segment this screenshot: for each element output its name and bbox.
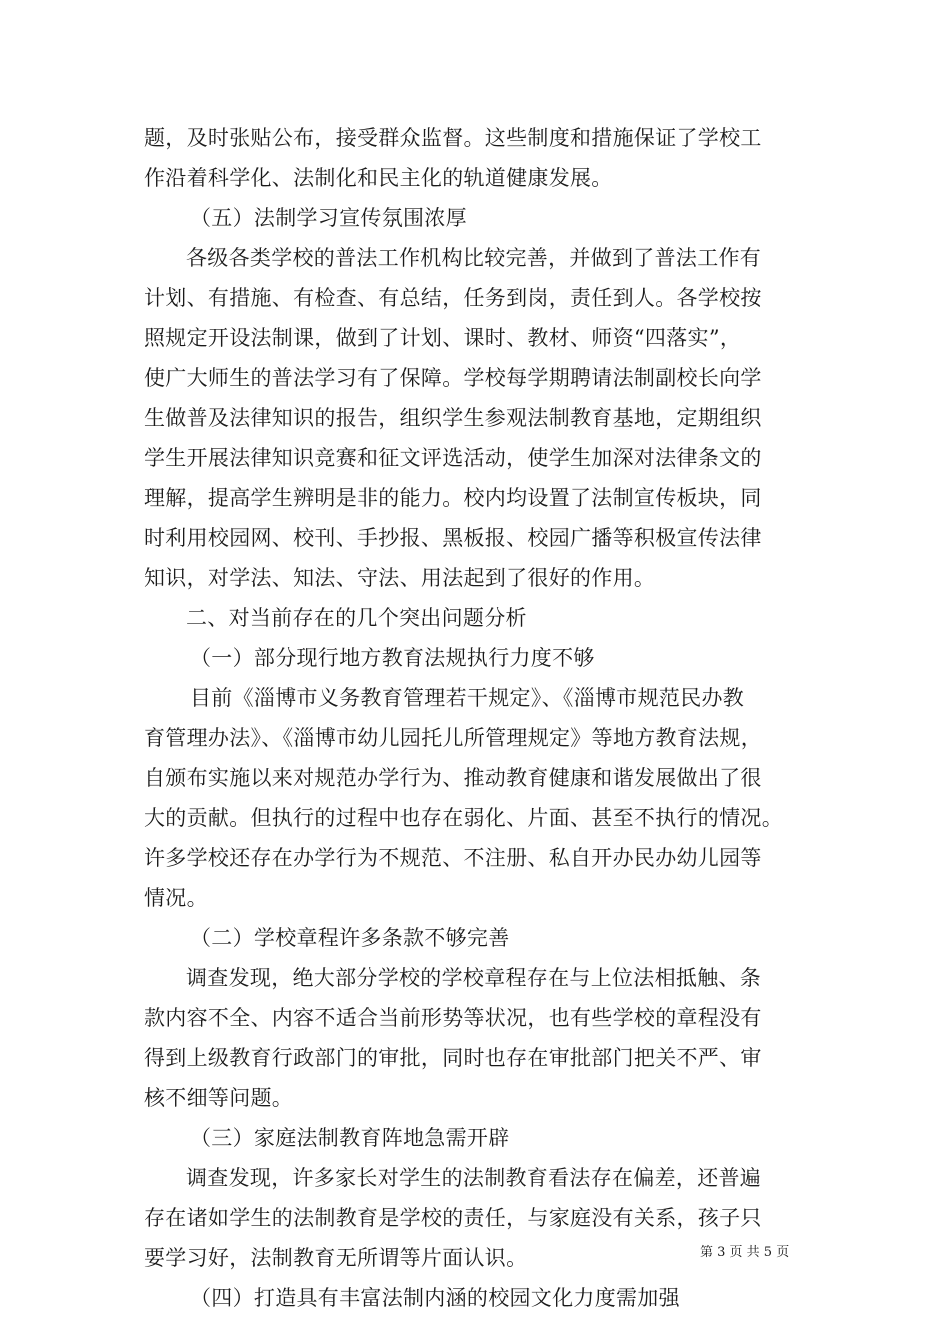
text-line: 调查发现，绝大部分学校的学校章程存在与上位法相抵触、条 (186, 966, 762, 990)
text-line: 照规定开设法制课，做到了计划、课时、教材、师资“四落实”， (144, 326, 742, 350)
text-line: （一）部分现行地方教育法规执行力度不够 (190, 646, 595, 670)
text-line: 育管理办法》、《淄博市幼儿园托儿所管理规定》等地方教育法规， (144, 726, 762, 750)
text-line: 大的贡献。但执行的过程中也存在弱化、片面、甚至不执行的情况。 (144, 806, 783, 830)
text-line: 作沿着科学化、法制化和民主化的轨道健康发展。 (144, 166, 613, 190)
text-line: 使广大师生的普法学习有了保障。学校每学期聘请法制副校长向学 (144, 366, 762, 390)
text-line: 生做普及法律知识的报告，组织学生参观法制教育基地，定期组织 (144, 406, 762, 430)
text-line: 知识，对学法、知法、守法、用法起到了很好的作用。 (144, 566, 656, 590)
text-line: （四）打造具有丰富法制内涵的校园文化力度需加强 (190, 1286, 680, 1310)
text-line: 计划、有措施、有检查、有总结，任务到岗，责任到人。各学校按 (144, 286, 762, 310)
text-line: （二）学校章程许多条款不够完善 (190, 926, 510, 950)
text-line: 自颁布实施以来对规范办学行为、推动教育健康和谐发展做出了很 (144, 766, 762, 790)
text-line: （三）家庭法制教育阵地急需开辟 (190, 1126, 510, 1150)
text-line: 调查发现，许多家长对学生的法制教育看法存在偏差，还普遍 (186, 1166, 762, 1190)
document-body (144, 118, 814, 1318)
text-line: 得到上级教育行政部门的审批，同时也存在审批部门把关不严、审 (144, 1046, 762, 1070)
text-line: 许多学校还存在办学行为不规范、不注册、私自开办民办幼儿园等 (144, 846, 762, 870)
text-line: 款内容不全、内容不适合当前形势等状况，也有些学校的章程没有 (144, 1006, 762, 1030)
text-line: 情况。 (144, 886, 208, 910)
text-line: 题，及时张贴公布，接受群众监督。这些制度和措施保证了学校工 (144, 126, 762, 150)
text-line: 要学习好，法制教育无所谓等片面认识。 (144, 1246, 528, 1270)
text-line: 二、对当前存在的几个突出问题分析 (186, 606, 527, 630)
text-line: 存在诸如学生的法制教育是学校的责任，与家庭没有关系，孩子只 (144, 1206, 762, 1230)
text-line: 核不细等问题。 (144, 1086, 294, 1110)
text-line: （五）法制学习宣传氛围浓厚 (190, 206, 467, 230)
page-number: 第 3 页 共 5 页 (700, 1245, 790, 1260)
text-line: 学生开展法律知识竞赛和征文评选活动，使学生加深对法律条文的 (144, 446, 762, 470)
text-line: 理解，提高学生辨明是非的能力。校内均设置了法制宣传板块，同 (144, 486, 762, 510)
text-line: 各级各类学校的普法工作机构比较完善，并做到了普法工作有 (186, 246, 762, 270)
text-line: 目前《淄博市义务教育管理若干规定》、《淄博市规范民办教 (190, 686, 745, 710)
text-line: 时利用校园网、校刊、手抄报、黑板报、校园广播等积极宣传法律 (144, 526, 762, 550)
